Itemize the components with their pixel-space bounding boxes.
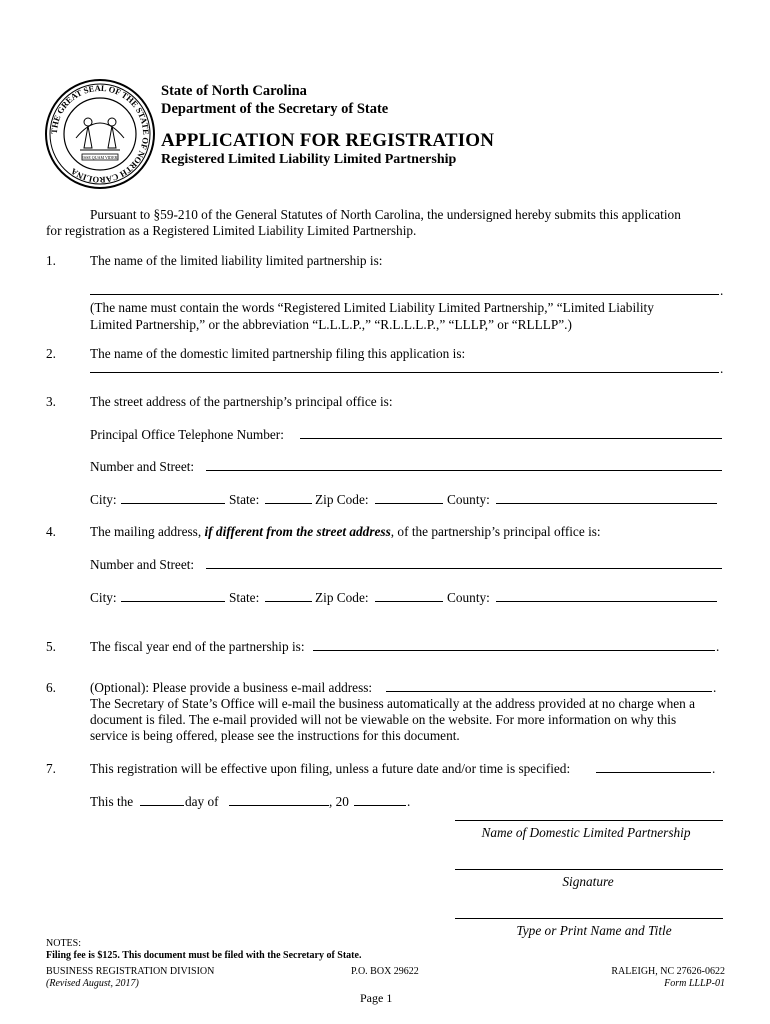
mailing-state-field[interactable] [265,601,312,602]
item-1-note-1: (The name must contain the words “Registered Limited Liability Limited Partnership,” “Limited Liability [90,300,654,315]
state-field[interactable] [265,503,312,504]
page-number: Page 1 [360,991,393,1005]
city-field[interactable] [121,503,225,504]
period: . [712,761,716,776]
svg-text:ESSE QUAM VIDERI: ESSE QUAM VIDERI [81,155,119,160]
mailing-zip-field[interactable] [375,601,443,602]
item-4-number: 4. [46,524,56,539]
mailing-county-label: County: [447,590,490,605]
item-6-line-3: document is filed. The e-mail provided will not be viewable on the website. For more information on why this [90,712,677,727]
item-4-text: The mailing address, if different from the street address, of the partnership’s principal office is: [90,524,601,539]
signature-line[interactable] [455,869,723,870]
mailing-state-label: State: [229,590,260,605]
street-field[interactable] [206,470,722,471]
email-field[interactable] [386,691,712,692]
item-6-text: (Optional): Please provide a business e-mail address: [90,680,373,695]
period: . [720,283,724,298]
item-6-line-4: service is being offered, please see the instructions for this document. [90,728,460,743]
name-title-line[interactable] [455,918,723,919]
this-the-label: This the [90,794,134,809]
item-1-text: The name of the limited liability limited partnership is: [90,253,383,268]
year-field[interactable] [354,805,406,806]
item-5-text: The fiscal year end of the partnership is: [90,639,305,654]
fiscal-year-field[interactable] [313,650,715,651]
city-zip: RALEIGH, NC 27626-0622 [611,966,725,977]
mailing-street-label: Number and Street: [90,557,195,572]
item-1-number: 1. [46,253,56,268]
mailing-city-label: City: [90,590,117,605]
county-label: County: [447,492,490,507]
item-2-number: 2. [46,346,56,361]
signature-label: Signature [562,874,614,889]
domestic-lp-name-field[interactable] [90,372,719,373]
llp-name-field[interactable] [90,294,719,295]
zip-field[interactable] [375,503,443,504]
form-title: APPLICATION FOR REGISTRATION [161,130,495,151]
mailing-zip-label: Zip Code: [315,590,369,605]
form-subtitle: Registered Limited Liability Limited Partnership [161,152,457,167]
phone-label: Principal Office Telephone Number: [90,427,284,442]
notes-label: NOTES: [46,938,81,949]
name-of-domestic-lp-label: Name of Domestic Limited Partnership [481,825,691,840]
effective-date-field[interactable] [596,772,711,773]
revised-date: (Revised August, 2017) [46,978,139,989]
period: . [407,794,411,809]
domestic-lp-signature-line[interactable] [455,820,723,821]
period: . [720,361,724,376]
mailing-city-field[interactable] [121,601,225,602]
mailing-county-field[interactable] [496,601,717,602]
month-field[interactable] [229,805,329,806]
item-5-number: 5. [46,639,56,654]
department-name: Department of the Secretary of State [161,101,389,117]
po-box: P.O. BOX 29622 [351,966,419,977]
form-number: Form LLLP-01 [664,978,725,989]
year-label: , 20 [329,794,349,809]
state-label: State: [229,492,260,507]
day-of-label: day of [185,794,219,809]
period: . [716,639,720,654]
item-3-number: 3. [46,394,56,409]
city-label: City: [90,492,117,507]
filing-fee-note: Filing fee is $125. This document must be filed with the Secretary of State. [46,950,362,961]
phone-field[interactable] [300,438,722,439]
division-name: BUSINESS REGISTRATION DIVISION [46,966,215,977]
svg-text:THE GREAT SEAL OF THE STATE OF: THE GREAT SEAL OF THE STATE OF NORTH CAROLINA [48,82,152,186]
item-6-number: 6. [46,680,56,695]
item-1-note-2: Limited Partnership,” or the abbreviation “L.L.L.P.,” “R.L.L.L.P.,” “LLLP,” or “RLLLP”.) [90,317,572,332]
street-label: Number and Street: [90,459,195,474]
county-field[interactable] [496,503,717,504]
name-title-label: Type or Print Name and Title [516,923,672,938]
period: . [713,680,717,695]
item-7-text: This registration will be effective upon filing, unless a future date and/or time is specified: [90,761,571,776]
zip-label: Zip Code: [315,492,369,507]
item-3-text: The street address of the partnership’s principal office is: [90,394,393,409]
item-7-number: 7. [46,761,56,776]
state-seal [44,78,156,190]
item-2-text: The name of the domestic limited partnership filing this application is: [90,346,466,361]
intro-line-1: Pursuant to §59-210 of the General Statutes of North Carolina, the undersigned hereby submits this application [90,207,681,222]
intro-line-2: for registration as a Registered Limited Liability Limited Partnership. [46,223,417,238]
state-name: State of North Carolina [161,83,307,99]
day-field[interactable] [140,805,184,806]
item-6-line-2: The Secretary of State’s Office will e-mail the business automatically at the address provided at no charge when a [90,696,696,711]
mailing-street-field[interactable] [206,568,722,569]
